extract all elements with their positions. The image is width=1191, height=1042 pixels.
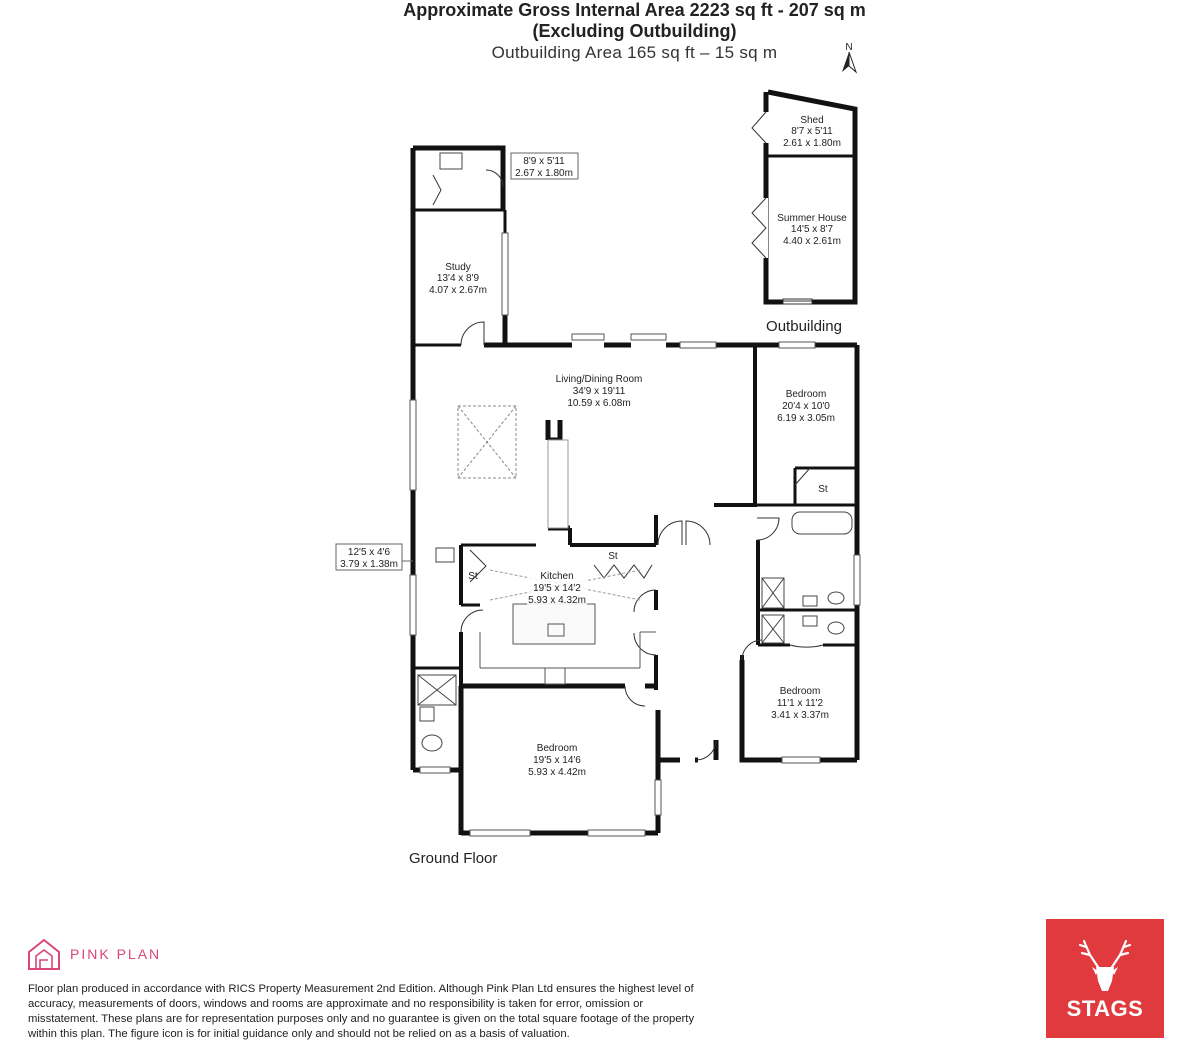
svg-text:3.41 x 3.37m: 3.41 x 3.37m bbox=[771, 710, 829, 721]
svg-text:Bedroom: Bedroom bbox=[536, 743, 578, 754]
svg-text:N: N bbox=[845, 42, 853, 53]
svg-text:Bedroom: Bedroom bbox=[779, 686, 821, 697]
svg-text:2.67 x 1.80m: 2.67 x 1.80m bbox=[515, 168, 573, 179]
compass-icon bbox=[842, 42, 856, 72]
shed-label bbox=[783, 115, 841, 149]
summer-house-label bbox=[777, 213, 847, 247]
ground-floor-label: Ground Floor bbox=[409, 850, 498, 867]
study-label bbox=[429, 262, 487, 296]
bedroom-ne-label bbox=[777, 389, 835, 424]
svg-text:5.93 x 4.42m: 5.93 x 4.42m bbox=[528, 767, 586, 778]
store-label-bedroom: St bbox=[818, 484, 828, 495]
svg-text:19'5 x 14'2: 19'5 x 14'2 bbox=[533, 583, 581, 594]
stags-brand: STAGS bbox=[1066, 996, 1144, 1021]
utility-dim-label bbox=[511, 153, 578, 179]
svg-text:8'9 x 5'11: 8'9 x 5'11 bbox=[523, 156, 565, 167]
pink-plan-brand: PINK PLAN bbox=[70, 946, 162, 962]
ground-floor-walls bbox=[413, 148, 857, 835]
svg-text:12'5 x 4'6: 12'5 x 4'6 bbox=[347, 547, 391, 558]
bedroom-s-label bbox=[528, 743, 586, 778]
outbuilding-area: Outbuilding Area 165 sq ft – 15 sq m bbox=[491, 43, 778, 62]
area-title: Approximate Gross Internal Area 2223 sq ft - 207 sq m bbox=[403, 0, 866, 20]
svg-text:11'1 x 11'2: 11'1 x 11'2 bbox=[776, 698, 824, 709]
svg-text:Bedroom: Bedroom bbox=[785, 389, 827, 400]
svg-text:Kitchen: Kitchen bbox=[540, 571, 574, 582]
svg-text:6.19 x 3.05m: 6.19 x 3.05m bbox=[777, 413, 835, 424]
stags-logo-icon bbox=[1046, 927, 1164, 1007]
svg-text:4.40 x 2.61m: 4.40 x 2.61m bbox=[783, 236, 841, 247]
disclaimer-text: Floor plan produced in accordance with RICS Property Measurement 2nd Edition. Although Pink Plan Ltd ensures the highest level of accuracy, measurements of doors, windows and rooms are approximate and no responsibility is taken for error, omission or misstatement. These plans are for representation purposes only and no guarantee is given on the total square footage of the property within this plan. The figure icon is for initial guidance only and should not be relied on as a basis of valuation. bbox=[28, 983, 695, 1040]
svg-text:8'7 x 5'11: 8'7 x 5'11 bbox=[791, 126, 833, 137]
store-label-kitchen: St bbox=[608, 551, 618, 562]
svg-text:5.93 x 4.32m: 5.93 x 4.32m bbox=[528, 595, 586, 606]
kitchen-fittings bbox=[480, 440, 656, 684]
svg-text:Living/Dining Room: Living/Dining Room bbox=[555, 374, 643, 385]
svg-text:20'4 x 10'0: 20'4 x 10'0 bbox=[782, 401, 830, 412]
outbuilding-label: Outbuilding bbox=[766, 318, 842, 335]
store-label-west: St bbox=[468, 571, 478, 582]
svg-text:2.61 x 1.80m: 2.61 x 1.80m bbox=[783, 138, 841, 149]
area-subtitle: (Excluding Outbuilding) bbox=[532, 21, 737, 41]
svg-text:Study: Study bbox=[445, 262, 471, 273]
svg-text:3.79 x 1.38m: 3.79 x 1.38m bbox=[340, 559, 398, 570]
living-dining-label bbox=[556, 374, 643, 409]
kitchen-label bbox=[527, 570, 587, 606]
svg-text:14'5 x 8'7: 14'5 x 8'7 bbox=[790, 224, 834, 235]
utility-west-dim-label bbox=[336, 544, 413, 570]
pink-plan-logo-icon bbox=[26, 936, 62, 972]
skylight bbox=[458, 406, 516, 478]
svg-text:19'5 x 14'6: 19'5 x 14'6 bbox=[533, 755, 581, 766]
svg-text:4.07 x 2.67m: 4.07 x 2.67m bbox=[429, 285, 487, 296]
svg-text:Shed: Shed bbox=[800, 115, 824, 126]
svg-text:34'9 x 19'11: 34'9 x 19'11 bbox=[572, 386, 626, 397]
svg-text:13'4 x 8'9: 13'4 x 8'9 bbox=[436, 273, 480, 284]
stags-logo bbox=[1046, 919, 1164, 1038]
svg-text:10.59 x 6.08m: 10.59 x 6.08m bbox=[567, 398, 631, 409]
bedroom-se-label bbox=[771, 686, 829, 721]
svg-text:Summer House: Summer House bbox=[777, 213, 847, 224]
